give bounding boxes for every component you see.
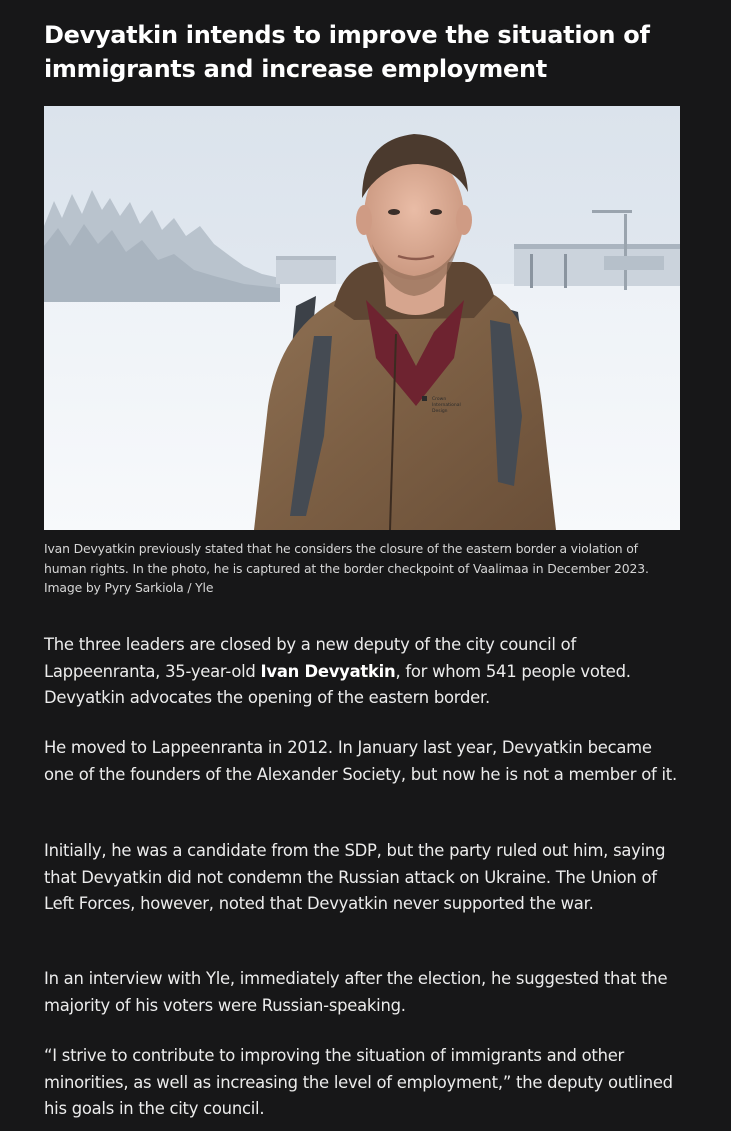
photo-caption: Ivan Devyatkin previously stated that he considers the closure of the eastern border a violation of human rights. In the photo, he is captured at the border checkpoint of Vaalimaa in December 2023. Image by Pyry Sarkiola / Yle <box>44 541 649 595</box>
article-photo <box>44 106 680 530</box>
article-paragraph: In an interview with Yle, immediately after the election, he suggested that the majority of his voters were Russian-speaking. <box>44 969 668 1015</box>
article-paragraph: “I strive to contribute to improving the situation of immigrants and other minorities, as well as increasing the level of employment,” the deputy outlined his goals in the city council. <box>44 1046 673 1118</box>
article-paragraph: He moved to Lappeenranta in 2012. In January last year, Devyatkin became one of the founders of the Alexander Society, but now he is not a member of it. <box>44 738 677 784</box>
svg-text:Crown: Crown <box>432 397 447 402</box>
article-headline: Devyatkin intends to improve the situation of immigrants and increase employment <box>44 21 650 83</box>
person-name: Ivan Devyatkin <box>260 661 396 681</box>
svg-text:International: International <box>432 403 461 408</box>
article-paragraph <box>44 632 684 712</box>
article-paragraph: Initially, he was a candidate from the SDP, but the party ruled out him, saying that Devyatkin did not condemn the Russian attack on Ukraine. The Union of Left Forces, however, noted that Devyatkin never supported the war. <box>44 841 666 913</box>
paragraph-text: , for whom 541 people voted. Devyatkin advocates the opening of the eastern border. <box>44 661 631 707</box>
svg-text:Design: Design <box>432 409 448 414</box>
paragraph-text: The three leaders are closed by a new deputy of the city council of Lappeenranta, 35-year-old <box>44 635 576 681</box>
